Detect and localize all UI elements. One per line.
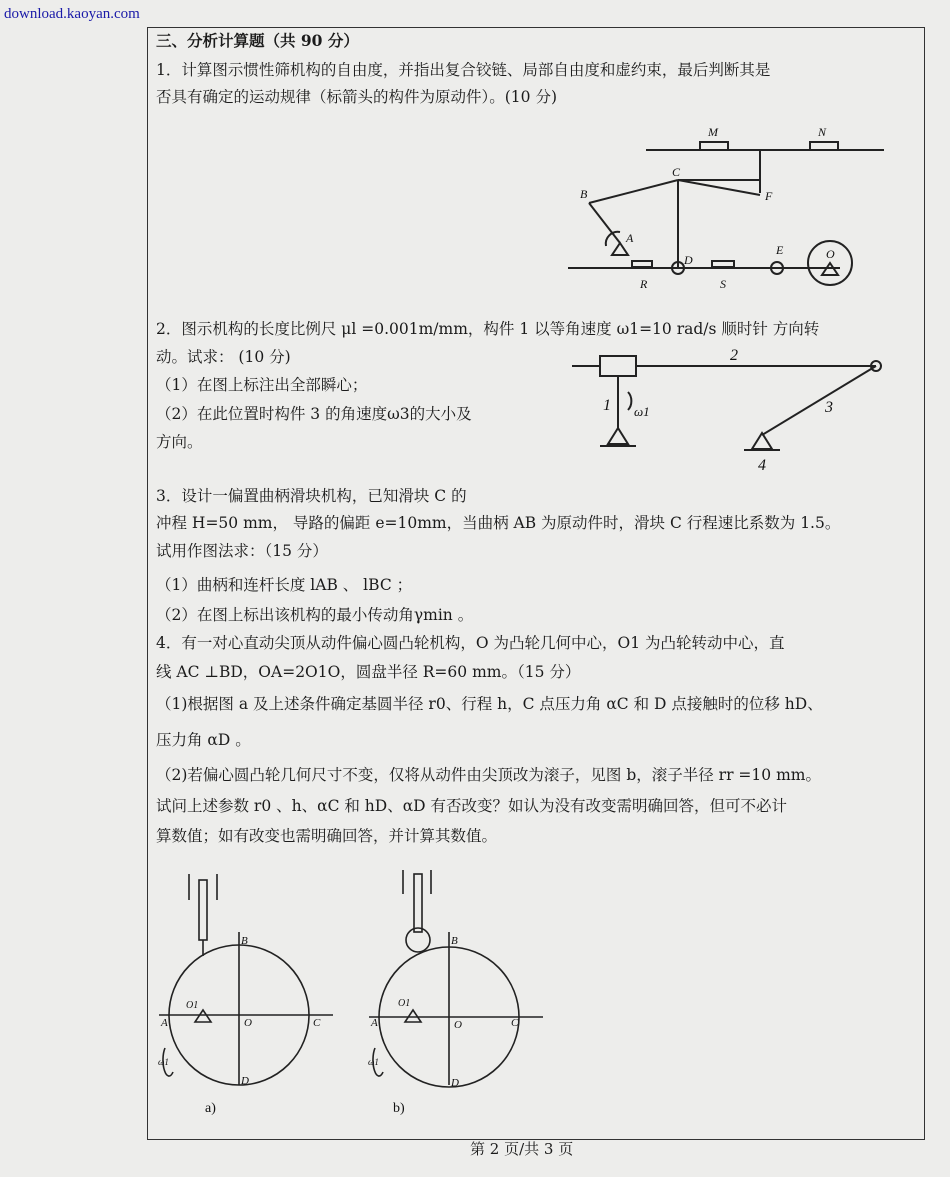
q4b-label-A: A (371, 1017, 378, 1029)
q2-text-2: 动。试求： (10 分) (156, 348, 291, 366)
q4a-label-A: A (161, 1017, 168, 1029)
q4-text-1: 4．有一对心直动尖顶从动件偏心圆凸轮机构，O 为凸轮几何中心，O1 为凸轮转动中心，直 (156, 634, 785, 652)
q4b-label-D: D (451, 1077, 459, 1089)
q1-label-E: E (776, 243, 784, 257)
q4a-caption: a) (205, 1101, 216, 1116)
watermark: download.kaoyan.com (4, 6, 140, 22)
q1-label-S: S (720, 277, 726, 291)
q2-text-5: 方向。 (156, 433, 203, 451)
q3-text-4: （1）曲柄和连杆长度 lAB 、 lBC ； (156, 576, 413, 594)
q4-cam-figure-a (155, 860, 335, 1116)
q3-text-5: （2）在图上标出该机构的最小传动角γmin 。 (156, 606, 474, 624)
q4b-label-C: C (511, 1017, 519, 1029)
q1-label-B: B (580, 187, 588, 201)
q2-mechanism-figure (570, 340, 890, 475)
q1-label-N: N (818, 125, 827, 139)
q4-text-3: （1)根据图 a 及上述条件确定基圆半径 r0、行程 h，C 点压力角 αC 和 D 点接触时的位移 hD、 (156, 695, 823, 713)
q2-text-1: 2．图示机构的长度比例尺 μl =0.001m/mm，构件 1 以等角速度 ω1=10 rad/s 顺时针 方向转 (156, 320, 820, 338)
q1-label-O: O (826, 247, 835, 261)
q1-label-F: F (765, 189, 773, 203)
q4-cam-figure-b (365, 860, 545, 1116)
q2-label-1: 1 (603, 397, 611, 414)
q4b-label-B: B (451, 935, 458, 947)
q4a-label-C: C (313, 1017, 321, 1029)
q4b-label-O1: O1 (398, 998, 411, 1009)
q1-label-C: C (672, 165, 681, 179)
q4a-label-O: O (244, 1017, 252, 1029)
page-footer: 第 2 页/共 3 页 (470, 1140, 574, 1158)
q2-text-4: （2）在此位置时构件 3 的角速度ω3的大小及 (156, 405, 472, 423)
q4a-label-D: D (241, 1075, 249, 1087)
q2-label-2: 2 (730, 347, 738, 364)
q2-label-w1: ω1 (634, 404, 650, 419)
q4-text-5: （2)若偏心圆凸轮几何尺寸不变，仅将从动件由尖顶改为滚子，见图 b，滚子半径 rr =10 mm。 (156, 766, 821, 784)
q4b-label-w1: ω1 (368, 1057, 379, 1067)
q3-text-3: 试用作图法求：（15 分） (156, 542, 328, 560)
q4-text-6: 试问上述参数 r0 、h、αC 和 hD、αD 有否改变？如认为没有改变需明确回答，但可不必计 (156, 797, 788, 815)
section-title: 三、分析计算题（共 90 分） (156, 31, 359, 50)
q1-text-2: 否具有确定的运动规律（标箭头的构件为原动件）。(10 分) (156, 88, 557, 106)
q4-text-2: 线 AC ⊥BD，OA=2O1O，圆盘半径 R=60 mm。（15 分） (156, 663, 581, 681)
q1-label-D: D (684, 253, 693, 267)
q2-text-3: （1）在图上标注出全部瞬心； (156, 376, 368, 394)
q4a-label-B: B (241, 935, 248, 947)
q1-label-R: R (640, 277, 648, 291)
q4b-caption: b) (393, 1101, 405, 1116)
q3-text-1: 3．设计一偏置曲柄滑块机构，已知滑块 C 的 (156, 487, 467, 505)
q1-mechanism-figure (560, 118, 890, 298)
q2-label-4: 4 (758, 457, 766, 474)
q4a-label-w1: ω1 (158, 1057, 169, 1067)
q4b-label-O: O (454, 1019, 462, 1031)
q3-text-2: 冲程 H=50 mm， 导路的偏距 e=10mm，当曲柄 AB 为原动件时，滑块 C 行程速比系数为 1.5。 (156, 514, 841, 532)
q2-label-3: 3 (825, 399, 833, 416)
q1-text-1: 1．计算图示惯性筛机构的自由度，并指出复合铰链、局部自由度和虚约束，最后判断其是 (156, 61, 771, 79)
q1-label-A: A (626, 231, 634, 245)
q4-text-4: 压力角 αD 。 (156, 731, 251, 749)
q1-label-M: M (708, 125, 718, 139)
q4-text-7: 算数值；如有改变也需明确回答，并计算其数值。 (156, 827, 498, 845)
q4a-label-O1: O1 (186, 1000, 199, 1011)
